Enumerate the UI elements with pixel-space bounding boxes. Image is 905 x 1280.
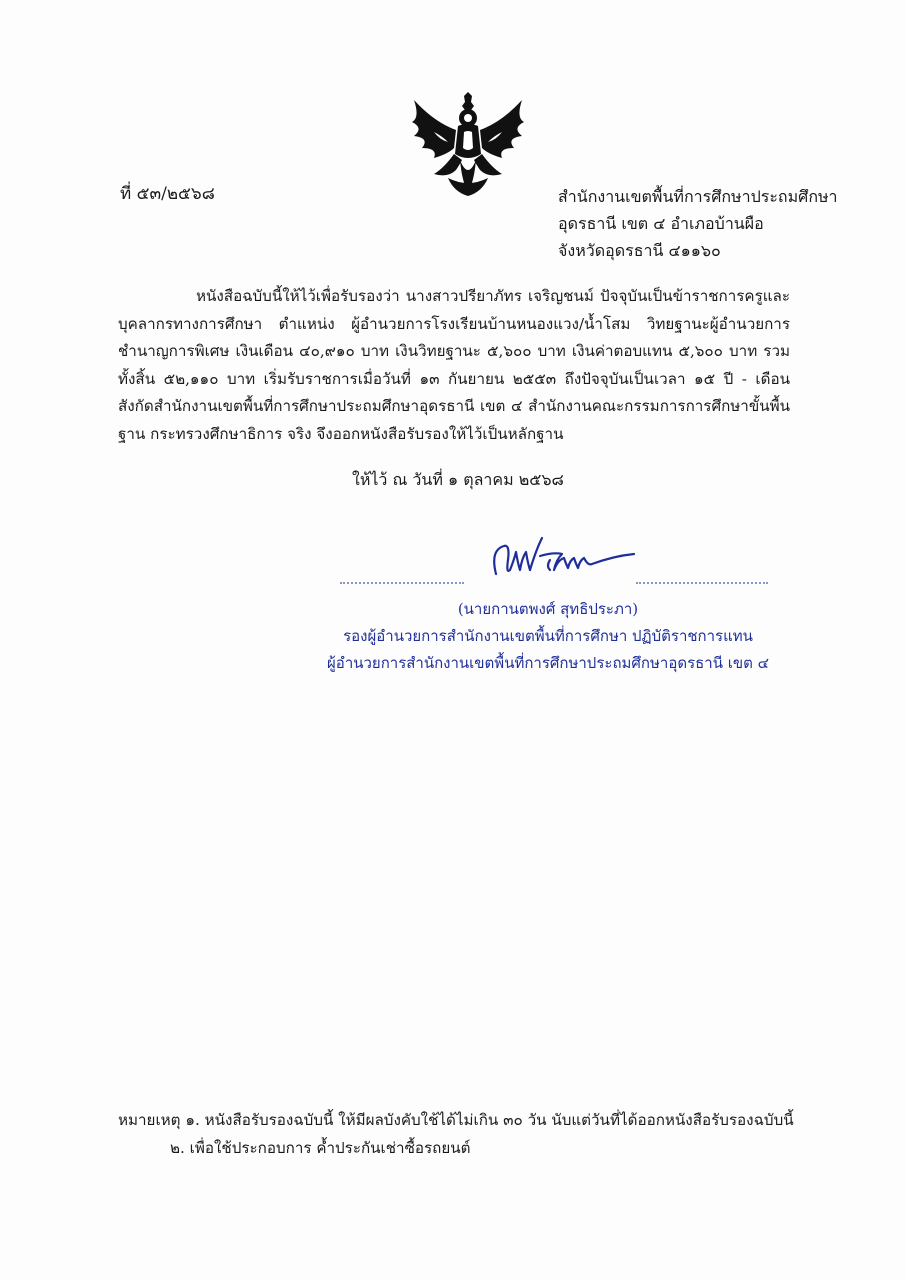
office-line-3: จังหวัดอุดรธานี ๔๑๑๖๐	[558, 241, 721, 260]
document-number: ที่ ๕๓/๒๕๖๘	[120, 184, 215, 204]
signer-block	[320, 596, 776, 677]
remarks	[118, 1106, 794, 1162]
signature-line-left	[340, 582, 464, 584]
given-date: ให้ไว้ ณ วันที่ ๑ ตุลาคม ๒๕๖๘	[352, 470, 564, 489]
signer-position-1: รองผู้อำนวยการสำนักงานเขตพื้นที่การศึกษา ปฏิบัติราชการแทน	[343, 627, 753, 645]
office-line-2: อุดรธานี เขต ๔ อำเภอบ้านผือ	[558, 214, 764, 233]
garuda-emblem-icon	[404, 92, 532, 206]
remark-item-1: หมายเหตุ ๑. หนังสือรับรองฉบับนี้ ให้มีผลบังคับใช้ได้ไม่เกิน ๓๐ วัน นับแต่วันที่ได้ออกหนังสือรับรองฉบับนี้	[118, 1111, 794, 1129]
office-address	[558, 183, 838, 264]
remark-item-2: ๒. เพื่อใช้ประกอบการ ค้ำประกันเช่าซื้อรถยนต์	[170, 1139, 471, 1157]
signature-line-right	[636, 582, 768, 584]
handwritten-signature	[484, 530, 644, 586]
signer-position-2: ผู้อำนวยการสำนักงานเขตพื้นที่การศึกษาประถมศึกษาอุดรธานี เขต ๔	[327, 654, 769, 672]
certification-body: หนังสือฉบับนี้ให้ไว้เพื่อรับรองว่า นางสาวปรียาภัทร เจริญชนม์ ปัจจุบันเป็นข้าราชการครูและบุคลากรทางการศึกษา ตำแหน่ง ผู้อำนวยการโรงเรียนบ้านหนองแวง/น้ำโสม วิทยฐานะผู้อำนวยการชำนาญการพิเศษ เงินเดือน ๔๐,๙๑๐ บาท เงินวิทยฐานะ ๕,๖๐๐ บาท เงินค่าตอบแทน ๕,๖๐๐ บาท รวมทั้งสิ้น ๕๒,๑๑๐ บาท เริ่มรับราชการเมื่อวันที่ ๑๓ กันยายน ๒๕๕๓ ถึงปัจจุบันเป็นเวลา ๑๕ ปี - เดือน สังกัดสำนักงานเขตพื้นที่การศึกษาประถมศึกษาอุดรธานี เขต ๔ สำนักงานคณะกรรมการการศึกษาขั้นพื้นฐาน กระทรวงศึกษาธิการ จริง จึงออกหนังสือรับรองให้ไว้เป็นหลักฐาน	[118, 287, 790, 443]
signer-name: (นายกานตพงศ์ สุทธิประภา)	[457, 600, 639, 618]
office-line-1: สำนักงานเขตพื้นที่การศึกษาประถมศึกษา	[558, 187, 838, 206]
